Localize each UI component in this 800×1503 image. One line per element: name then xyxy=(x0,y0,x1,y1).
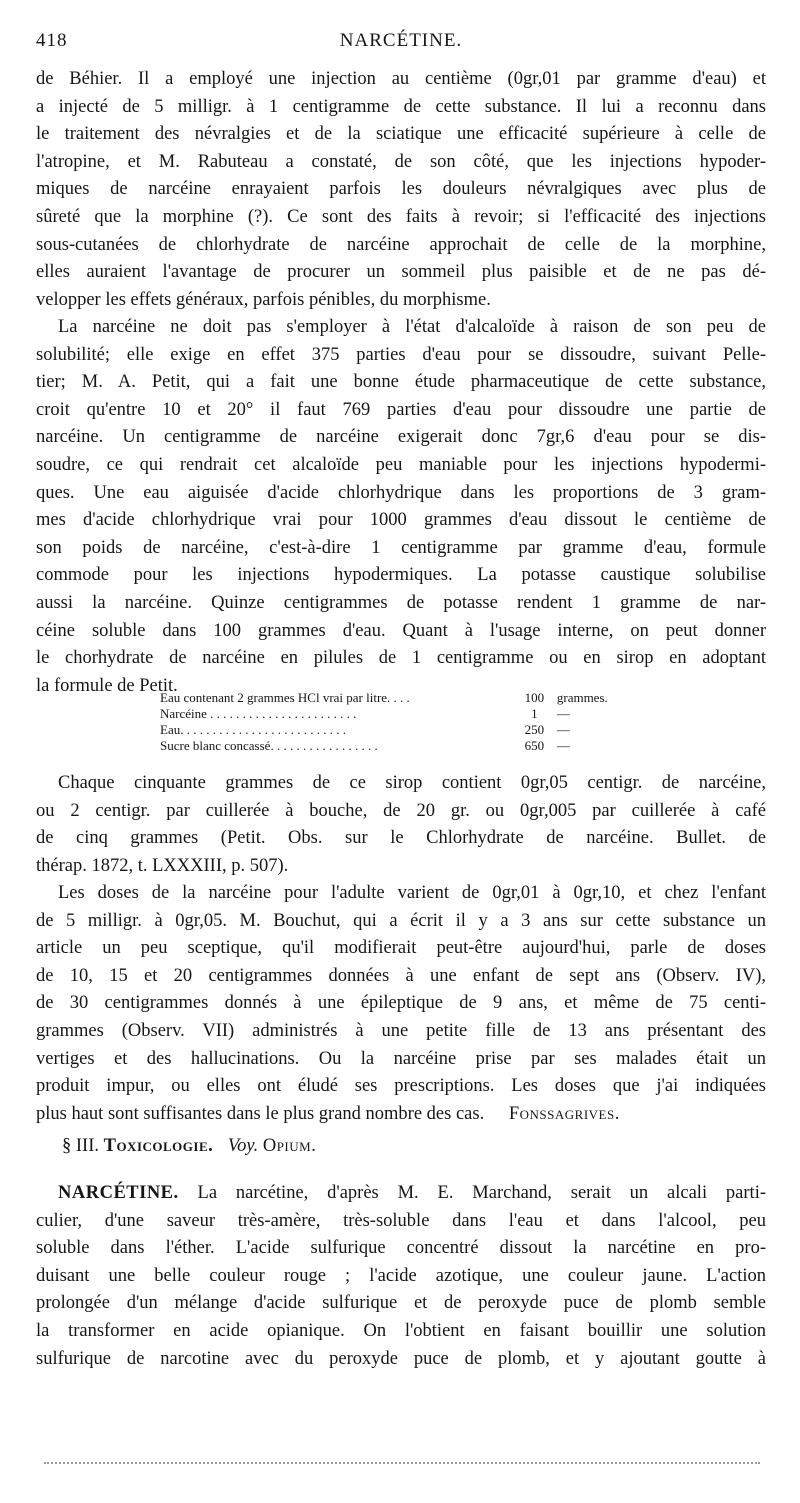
text-line: thérap. 1872, t. LXXXIII, p. 507). xyxy=(36,855,289,876)
text-line-content: plus haut sont suffisantes dans le plus grand nombre des cas. xyxy=(36,1103,485,1124)
text-line: aussi la narcéine. Quinze centigrammes de potasse rendent 1 gramme de nar- xyxy=(36,592,766,613)
text-line: soluble dans l'éther. L'acide sulfurique concentré dissout la narcétine en pro- xyxy=(36,1238,766,1259)
text-line: tier; M. A. Petit, qui a fait une bonne étude pharmaceutique de cette substance, xyxy=(36,372,766,393)
text-line: commode pour les injections hypodermiques. La potasse caustique solubilise xyxy=(36,565,766,586)
ingredient-unit: — xyxy=(556,706,570,721)
page-number: 418 xyxy=(36,30,68,51)
section-heading-toxicologie xyxy=(62,1136,316,1157)
ingredient-unit: — xyxy=(556,722,570,737)
ingredient-name: Eau contenant 2 grammes HCl vrai par litre. . . . xyxy=(160,690,410,705)
text-line: l'atropine, et M. Rabuteau a constaté, de son côté, que les injections hypoder- xyxy=(36,151,766,172)
paragraph-sirop xyxy=(36,770,766,880)
ingredient-name: Sucre blanc concassé. . . . . . . . . . . . . . . . . xyxy=(160,738,378,753)
ingredient-unit: — xyxy=(556,738,570,753)
formula-row xyxy=(160,690,620,706)
paragraph-solubility xyxy=(36,314,766,700)
cross-reference: Opium. xyxy=(262,1136,317,1156)
text-line: narcéine. Un centigramme de narcéine exigerait donc 7gr,6 d'eau pour se dis- xyxy=(36,427,766,448)
text-line: ou 2 centigr. par cuillerée à bouche, de 20 gr. ou 0gr,005 par cuillerée à café xyxy=(36,800,766,821)
text-line xyxy=(36,1180,766,1208)
text-line: vertiges et des hallucinations. Ou la narcéine prise par ses malades était un xyxy=(36,1048,766,1069)
text-line: duisant une belle couleur rouge ; l'acide azotique, une couleur jaune. L'action xyxy=(36,1265,766,1286)
ingredient-unit: grammes. xyxy=(556,690,608,705)
ingredient-name: Narcéine . . . . . . . . . . . . . . . . . . . . . . . xyxy=(160,706,357,721)
text-line xyxy=(36,1101,766,1129)
text-line: elles auraient l'avantage de procurer un sommeil plus paisible et de ne pas dé- xyxy=(36,262,766,283)
formula-row xyxy=(160,738,620,754)
paragraph-behier xyxy=(36,66,766,314)
section-title: Toxicologie. xyxy=(103,1136,214,1156)
text-line: prolongée d'un mélange d'acide sulfurique et de peroxyde puce de plomb semble xyxy=(36,1293,766,1314)
text-line: mes d'acide chlorhydrique vrai pour 1000 grammes d'eau dissout le centième de xyxy=(36,510,766,531)
text-line: sous-cutanées de chlorhydrate de narcéine approchait de celle de la morphine, xyxy=(36,234,766,255)
section-mark: § III. xyxy=(62,1136,99,1156)
text-line: la transformer en acide opianique. On l'obtient en faisant bouillir une solution xyxy=(36,1320,766,1341)
text-line: Chaque cinquante grammes de ce sirop contient 0gr,05 centigr. de narcéine, xyxy=(58,773,766,793)
text-line: grammes (Observ. VII) administrés à une petite fille de 13 ans présentant des xyxy=(36,1020,766,1041)
text-line: céine soluble dans 100 grammes d'eau. Quant à l'usage interne, on peut donner xyxy=(36,620,766,641)
text-line: sulfurique de narcotine avec du peroxyde puce de plomb, et y ajoutant goutte à xyxy=(36,1348,766,1369)
formula-row xyxy=(160,706,620,722)
text-line: son poids de narcéine, c'est-à-dire 1 centigramme par gramme d'eau, formule xyxy=(36,537,766,558)
text-line: produit impur, ou elles ont éludé ses prescriptions. Les doses que j'ai indiquées xyxy=(36,1076,766,1097)
text-line: de 10, 15 et 20 centigrammes données à une enfant de sept ans (Observ. IV), xyxy=(36,965,766,986)
text-line: le chorhydrate de narcéine en pilules de 1 centigramme ou en sirop en adoptant xyxy=(36,648,766,669)
text-line: velopper les effets généraux, parfois pénibles, du morphisme. xyxy=(36,289,491,310)
entry-headword: NARCÉTINE. xyxy=(58,1183,179,1203)
ingredient-quantity: 250 xyxy=(524,722,545,737)
text-line-content: La narcétine, d'après M. E. Marchand, serait un alcali parti- xyxy=(197,1183,766,1203)
running-title: NARCÉTINE. xyxy=(339,30,463,51)
ingredient-quantity: 650 xyxy=(524,738,545,753)
ingredient-name: Eau. . . . . . . . . . . . . . . . . . . . . . . . . . xyxy=(160,722,346,737)
ingredient-quantity: 100 xyxy=(524,690,545,705)
text-line: ques. Une eau aiguisée d'acide chlorhydrique dans les proportions de 3 gram- xyxy=(36,482,766,503)
text-line: article un peu sceptique, qu'il modifierait peut-être aujourd'hui, parle de doses xyxy=(36,938,766,959)
text-line: croit qu'entre 10 et 20° il faut 769 parties d'eau pour dissoudre une partie de xyxy=(36,399,766,420)
text-line: de Béhier. Il a employé une injection au centième (0gr,01 par gramme d'eau) et xyxy=(36,69,766,89)
sirop-formula-table xyxy=(160,690,620,754)
text-line: le traitement des névralgies et de la sciatique une efficacité supérieure à celle de xyxy=(36,124,766,145)
see-also-label: Voy. xyxy=(227,1136,259,1156)
text-line: miques de narcéine enrayaient parfois les douleurs névralgiques avec plus de xyxy=(36,179,766,200)
text-line: de 5 milligr. à 0gr,05. M. Bouchut, qui a écrit il y a 3 ans sur cette substance un xyxy=(36,910,766,931)
text-line: a injecté de 5 milligr. à 1 centigramme de cette substance. Il lui a reconnu dans xyxy=(36,96,766,117)
paragraph-doses xyxy=(36,880,766,1128)
formula-row xyxy=(160,722,620,738)
text-line: de 30 centigrammes donnés à une épileptique de 9 ans, et même de 75 centi- xyxy=(36,993,766,1014)
text-line: Les doses de la narcéine pour l'adulte varient de 0gr,01 à 0gr,10, et chez l'enfant xyxy=(58,883,766,903)
text-line: la formule de Petit. xyxy=(36,675,178,696)
running-header xyxy=(36,30,766,58)
ingredient-quantity: 1 xyxy=(531,706,538,721)
text-line: culier, d'une saveur très-amère, très-soluble dans l'eau et dans l'alcool, peu xyxy=(36,1210,766,1231)
text-line: de cinq grammes (Petit. Obs. sur le Chlorhydrate de narcéine. Bullet. de xyxy=(36,828,766,849)
bottom-scan-line xyxy=(44,1462,760,1466)
text-line: solubilité; elle exige en effet 375 parties d'eau pour se dissoudre, suivant Pelle- xyxy=(36,344,766,365)
text-line: soudre, ce qui rendrait cet alcaloïde peu maniable pour les injections hypodermi- xyxy=(36,454,766,475)
text-line: sûreté que la morphine (?). Ce sont des faits à revoir; si l'efficacité des injections xyxy=(36,206,766,227)
author-signature: Fonssagrives. xyxy=(508,1103,620,1124)
text-line: La narcéine ne doit pas s'employer à l'état d'alcaloïde à raison de son peu de xyxy=(58,317,766,337)
paragraph-narcetine xyxy=(36,1180,766,1373)
